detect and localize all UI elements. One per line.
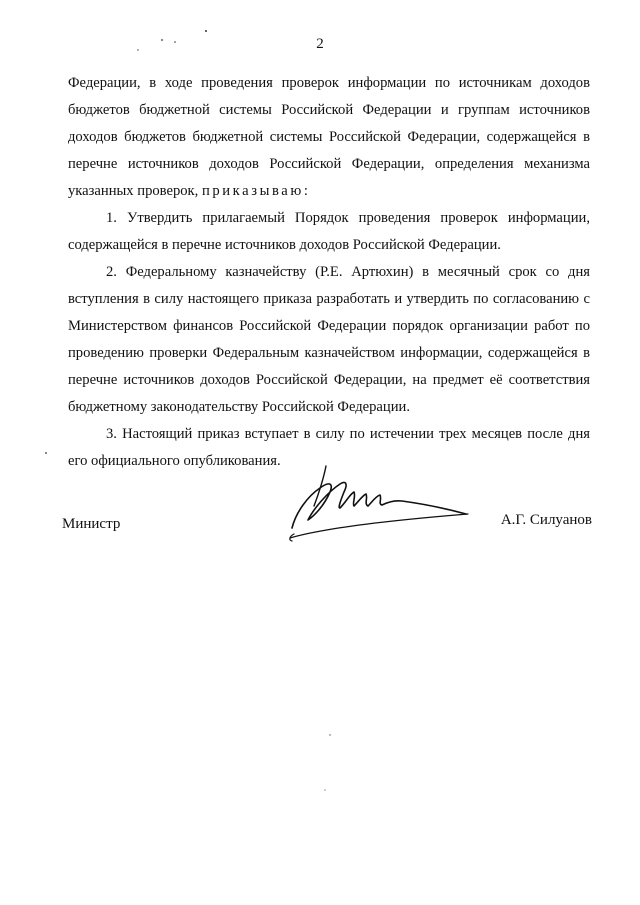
paragraph-preamble <box>68 70 590 205</box>
signature-stroke <box>292 482 466 528</box>
document-body <box>68 70 590 475</box>
scan-speck <box>205 30 207 32</box>
signature-block <box>62 500 592 560</box>
handwritten-signature <box>284 462 474 542</box>
signatory-title: Министр <box>62 516 121 532</box>
paragraph-preamble-text: Федерации, в ходе проведения проверок информации по источникам доходов бюджетов бюджетной системы Российской Федерации и группам источников доходов бюджетов бюджетной системы Российской Федерации, содержащейся в перечне источников доходов Российской Федерации, определения механизма указанных проверок, <box>68 75 590 199</box>
scan-speck <box>324 789 325 790</box>
scan-speck <box>329 734 330 735</box>
paragraph-item-3: 3. Настоящий приказ вступает в силу по истечении трех месяцев после дня его официального опубликования. <box>68 426 590 469</box>
signature-stroke <box>290 514 468 538</box>
paragraph-item-2: 2. Федеральному казначейству (Р.Е. Артюхин) в месячный срок со дня вступления в силу настоящего приказа разработать и утвердить по согласованию с Министерством финансов Российской Федерации порядок организации работ по проведению проверки Федеральным казначейством информации, содержащейся в перечне источников доходов Российской Федерации, на предмет её соответствия бюджетному законодательству Российской Федерации. <box>68 264 590 415</box>
scan-speck <box>45 452 47 454</box>
signatory-name: А.Г. Силуанов <box>500 512 592 528</box>
page-number: 2 <box>316 36 324 52</box>
paragraph-item-1: 1. Утвердить прилагаемый Порядок проведения проверок информации, содержащейся в перечне источников доходов Российской Федерации. <box>68 210 590 253</box>
order-keyword: приказываю: <box>201 183 311 199</box>
